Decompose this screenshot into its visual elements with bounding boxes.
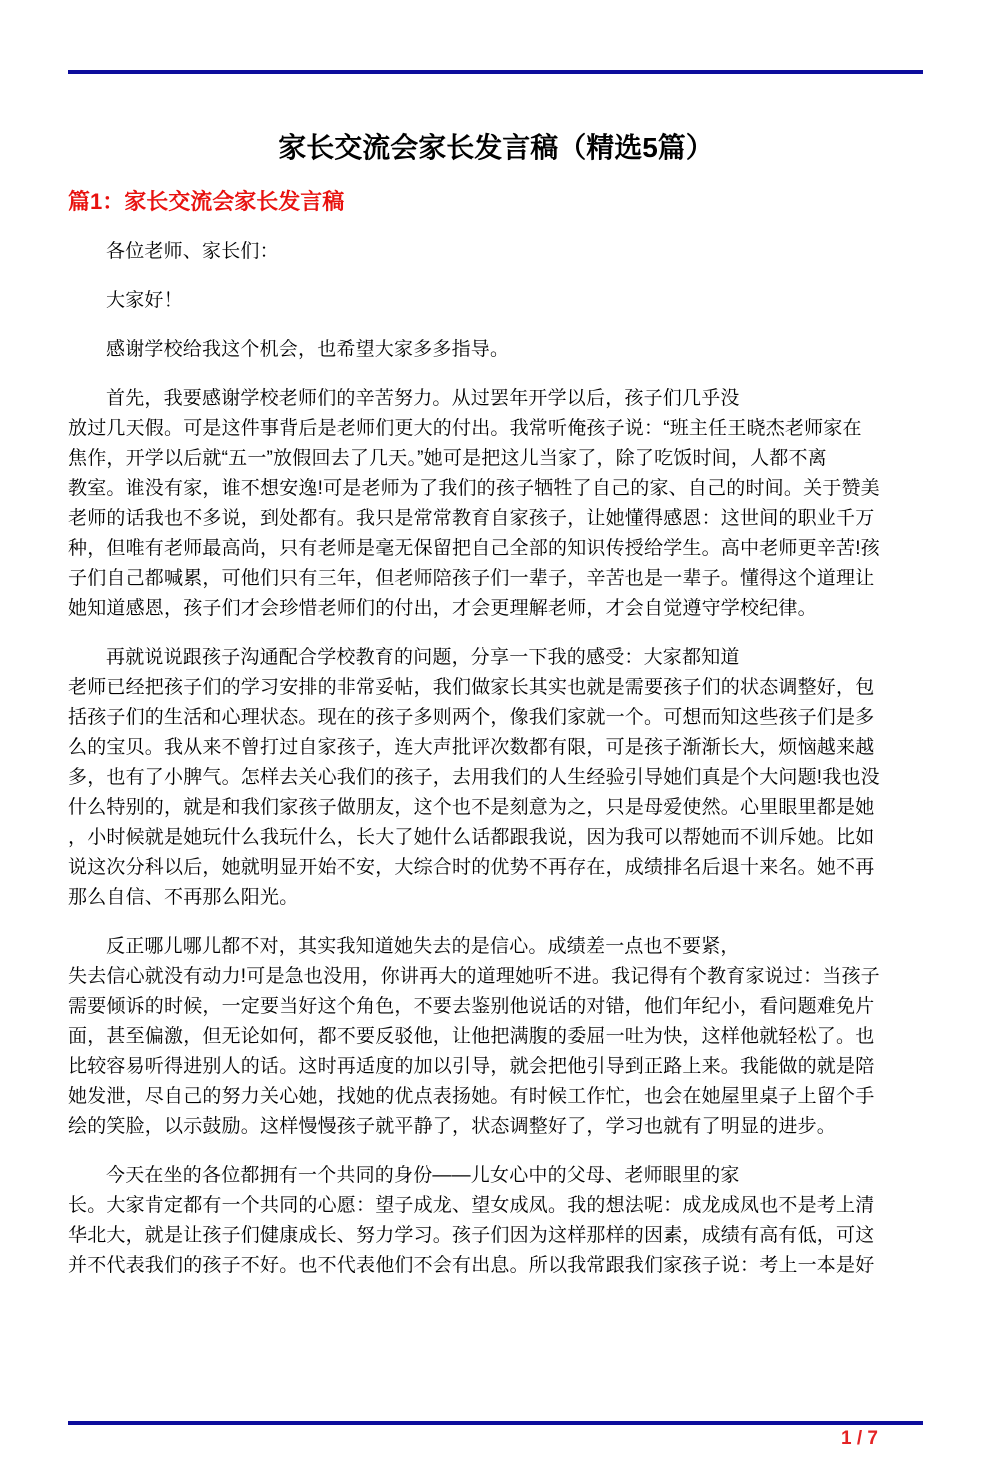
paragraph xyxy=(68,286,922,316)
text-line: 什么特别的，就是和我们家孩子做朋友，这个也不是刻意为之，只是母爱使然。心里眼里都是她 xyxy=(68,797,875,818)
text-line: 比较容易听得进别人的话。这时再适度的加以引导，就会把他引导到正路上来。我能做的就是陪 xyxy=(68,1056,875,1077)
text-line: 绘的笑脸，以示鼓励。这样慢慢孩子就平静了，状态调整好了，学习也就有了明显的进步。 xyxy=(68,1116,837,1137)
paragraph xyxy=(68,384,922,624)
text-line: 么的宝贝。我从来不曾打过自家孩子，连大声批评次数都有限，可是孩子渐渐长大，烦恼越来越 xyxy=(68,737,875,758)
text-line: 她发泄，尽自己的努力关心她，找她的优点表扬她。有时候工作忙，也会在她屋里桌子上留个手 xyxy=(68,1086,875,1107)
text-line: 种，但唯有老师最高尚，只有老师是毫无保留把自己全部的知识传授给学生。高中老师更辛苦!孩 xyxy=(68,538,880,559)
text-line: 她知道感恩，孩子们才会珍惜老师们的付出，才会更理解老师，才会自觉遵守学校纪律。 xyxy=(68,598,817,619)
text-line: 焦作，开学以后就“五一”放假回去了几天。”她可是把这儿当家了，除了吃饭时间，人都不离 xyxy=(68,448,827,469)
body-paragraphs xyxy=(68,237,922,1281)
text-line: 说这次分科以后，她就明显开始不安，大综合时的优势不再存在，成绩排名后退十来名。她不再 xyxy=(68,857,875,878)
text-line: 老师已经把孩子们的学习安排的非常妥帖，我们做家长其实也就是需要孩子们的状态调整好，包 xyxy=(68,677,875,698)
paragraph xyxy=(68,932,922,1142)
header-rule xyxy=(68,70,923,74)
text-line: 各位老师、家长们： xyxy=(106,241,279,262)
text-line: 大家好！ xyxy=(106,290,183,311)
page-number: 1 / 7 xyxy=(841,1428,878,1449)
paragraph xyxy=(68,237,922,267)
text-line: 今天在坐的各位都拥有一个共同的身份——儿女心中的父母、老师眼里的家 xyxy=(106,1165,740,1186)
text-line: 放过几天假。可是这件事背后是老师们更大的付出。我常听俺孩子说：“班主任王晓杰老师家在 xyxy=(68,418,862,439)
text-line: 括孩子们的生活和心理状态。现在的孩子多则两个，像我们家就一个。可想而知这些孩子们是多 xyxy=(68,707,875,728)
text-line: 面，甚至偏激，但无论如何，都不要反驳他，让他把满腹的委屈一吐为快，这样他就轻松了。也 xyxy=(68,1026,875,1047)
paragraph xyxy=(68,1161,922,1281)
document-title: 家长交流会家长发言稿（精选5篇） xyxy=(278,132,714,163)
section-1-heading: 篇1：家长交流会家长发言稿 xyxy=(68,189,345,214)
paragraph xyxy=(68,643,922,913)
document-page xyxy=(0,70,992,1473)
text-line: 长。大家肯定都有一个共同的心愿：望子成龙、望女成凤。我的想法呢：成龙成凤也不是考上清 xyxy=(68,1195,875,1216)
text-line: 感谢学校给我这个机会，也希望大家多多指导。 xyxy=(106,339,510,360)
text-line: 子们自己都喊累，可他们只有三年，但老师陪孩子们一辈子，辛苦也是一辈子。懂得这个道理让 xyxy=(68,568,875,589)
footer-rule xyxy=(68,1421,923,1425)
text-line: 多，也有了小脾气。怎样去关心我们的孩子，去用我们的人生经验引导她们真是个大问题!我也没 xyxy=(68,767,880,788)
page-footer xyxy=(68,1421,923,1450)
text-line: 华北大，就是让孩子们健康成长、努力学习。孩子们因为这样那样的因素，成绩有高有低，可这 xyxy=(68,1225,875,1246)
text-line: 反正哪儿哪儿都不对，其实我知道她失去的是信心。成绩差一点也不要紧， xyxy=(106,936,740,957)
text-line: 失去信心就没有动力!可是急也没用，你讲再大的道理她听不进。我记得有个教育家说过：当孩子 xyxy=(68,966,880,987)
text-line: 需要倾诉的时候，一定要当好这个角色，不要去鉴别他说话的对错，他们年纪小，看问题难免片 xyxy=(68,996,875,1017)
text-line: 首先，我要感谢学校老师们的辛苦努力。从过罢年开学以后，孩子们几乎没 xyxy=(106,388,740,409)
paragraph xyxy=(68,335,922,365)
text-line: 老师的话我也不多说，到处都有。我只是常常教育自家孩子，让她懂得感恩：这世间的职业千万 xyxy=(68,508,875,529)
text-line: 教室。谁没有家，谁不想安逸!可是老师为了我们的孩子牺牲了自己的家、自己的时间。关于赞美 xyxy=(68,478,880,499)
text-line: ，小时候就是她玩什么我玩什么，长大了她什么话都跟我说，因为我可以帮她而不训斥她。比如 xyxy=(68,827,875,848)
text-line: 那么自信、不再那么阳光。 xyxy=(68,887,299,908)
text-line: 再就说说跟孩子沟通配合学校教育的问题，分享一下我的感受：大家都知道 xyxy=(106,647,740,668)
text-line: 并不代表我们的孩子不好。也不代表他们不会有出息。所以我常跟我们家孩子说：考上一本是好 xyxy=(68,1255,875,1276)
